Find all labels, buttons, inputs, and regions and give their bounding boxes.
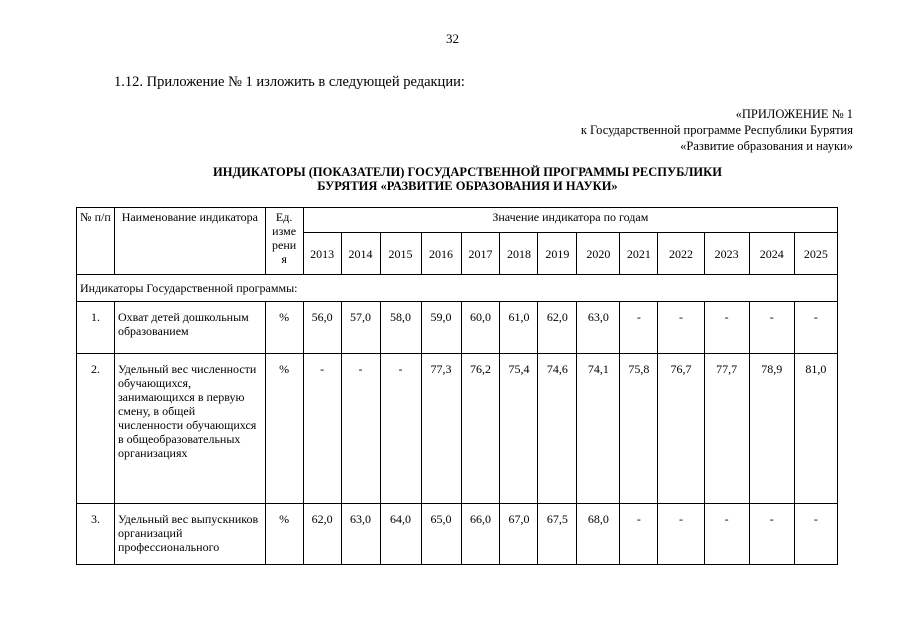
row-number: 2. xyxy=(77,354,115,504)
year-header: 2014 xyxy=(341,233,380,275)
value-cell: - xyxy=(704,504,749,565)
value-cell: - xyxy=(794,504,837,565)
value-cell: - xyxy=(341,354,380,504)
value-cell: 81,0 xyxy=(794,354,837,504)
document-title-line-2: БУРЯТИЯ «РАЗВИТИЕ ОБРАЗОВАНИЯ И НАУКИ» xyxy=(317,179,618,193)
value-cell: 68,0 xyxy=(577,504,620,565)
value-cell: - xyxy=(620,302,658,354)
year-header: 2020 xyxy=(577,233,620,275)
year-header: 2019 xyxy=(538,233,577,275)
year-header: 2017 xyxy=(461,233,500,275)
page-number: 32 xyxy=(446,31,459,46)
value-cell: - xyxy=(658,504,704,565)
value-cell: 61,0 xyxy=(500,302,538,354)
unit-cell: % xyxy=(265,302,303,354)
value-cell: 59,0 xyxy=(421,302,461,354)
year-header: 2013 xyxy=(303,233,341,275)
value-cell: 76,7 xyxy=(658,354,704,504)
value-cell: - xyxy=(620,504,658,565)
indicator-name: Охват детей дошкольным образованием xyxy=(114,302,265,354)
value-cell: 74,1 xyxy=(577,354,620,504)
year-header: 2023 xyxy=(704,233,749,275)
value-cell: 56,0 xyxy=(303,302,341,354)
value-cell: 60,0 xyxy=(461,302,500,354)
table-row xyxy=(77,504,838,565)
section-row xyxy=(77,275,838,302)
header-unit: Ед. изме рени я xyxy=(265,208,303,275)
value-cell: - xyxy=(749,504,794,565)
appendix-line-2: к Государственной программе Республики Бурятия xyxy=(580,123,853,137)
table-header-row xyxy=(77,208,838,233)
value-cell: 66,0 xyxy=(461,504,500,565)
value-cell: 67,5 xyxy=(538,504,577,565)
appendix-line-1: «ПРИЛОЖЕНИЕ № 1 xyxy=(735,107,853,121)
value-cell: 77,7 xyxy=(704,354,749,504)
indicator-name: Удельный вес численности обучающихся, занимающихся в первую смену, в общей численности обучающихся в общеобразовательных организациях xyxy=(114,354,265,504)
value-cell: 57,0 xyxy=(341,302,380,354)
indicators-table xyxy=(76,207,838,565)
value-cell: - xyxy=(658,302,704,354)
document-title-line-1: ИНДИКАТОРЫ (ПОКАЗАТЕЛИ) ГОСУДАРСТВЕННОЙ ПРОГРАММЫ РЕСПУБЛИКИ xyxy=(213,165,722,179)
document-title xyxy=(0,165,905,193)
value-cell: 74,6 xyxy=(538,354,577,504)
year-header: 2016 xyxy=(421,233,461,275)
unit-cell: % xyxy=(265,354,303,504)
value-cell: 58,0 xyxy=(380,302,421,354)
unit-cell: % xyxy=(265,504,303,565)
value-cell: 64,0 xyxy=(380,504,421,565)
year-header: 2018 xyxy=(500,233,538,275)
value-cell: 76,2 xyxy=(461,354,500,504)
value-cell: 75,4 xyxy=(500,354,538,504)
header-name: Наименование индикатора xyxy=(114,208,265,275)
year-header: 2021 xyxy=(620,233,658,275)
value-cell: 62,0 xyxy=(538,302,577,354)
value-cell: 63,0 xyxy=(341,504,380,565)
value-cell: 75,8 xyxy=(620,354,658,504)
row-number: 1. xyxy=(77,302,115,354)
value-cell: 65,0 xyxy=(421,504,461,565)
value-cell: - xyxy=(380,354,421,504)
indicators-table-body xyxy=(77,208,838,565)
value-cell: - xyxy=(303,354,341,504)
instruction-text: 1.12. Приложение № 1 изложить в следующей редакции: xyxy=(114,74,465,90)
section-label: Индикаторы Государственной программы: xyxy=(77,275,838,302)
value-cell: - xyxy=(794,302,837,354)
value-cell: - xyxy=(749,302,794,354)
value-cell: - xyxy=(704,302,749,354)
table-row xyxy=(77,354,838,504)
appendix-header xyxy=(581,106,853,154)
year-header: 2022 xyxy=(658,233,704,275)
year-header: 2015 xyxy=(380,233,421,275)
year-header: 2025 xyxy=(794,233,837,275)
row-number: 3. xyxy=(77,504,115,565)
value-cell: 77,3 xyxy=(421,354,461,504)
indicator-name: Удельный вес выпускников организаций профессионального xyxy=(114,504,265,565)
value-cell: 67,0 xyxy=(500,504,538,565)
header-values: Значение индикатора по годам xyxy=(303,208,837,233)
year-header: 2024 xyxy=(749,233,794,275)
value-cell: 63,0 xyxy=(577,302,620,354)
value-cell: 78,9 xyxy=(749,354,794,504)
header-num: № п/п xyxy=(77,208,115,275)
appendix-line-3: «Развитие образования и науки» xyxy=(680,139,853,153)
table-row xyxy=(77,302,838,354)
value-cell: 62,0 xyxy=(303,504,341,565)
